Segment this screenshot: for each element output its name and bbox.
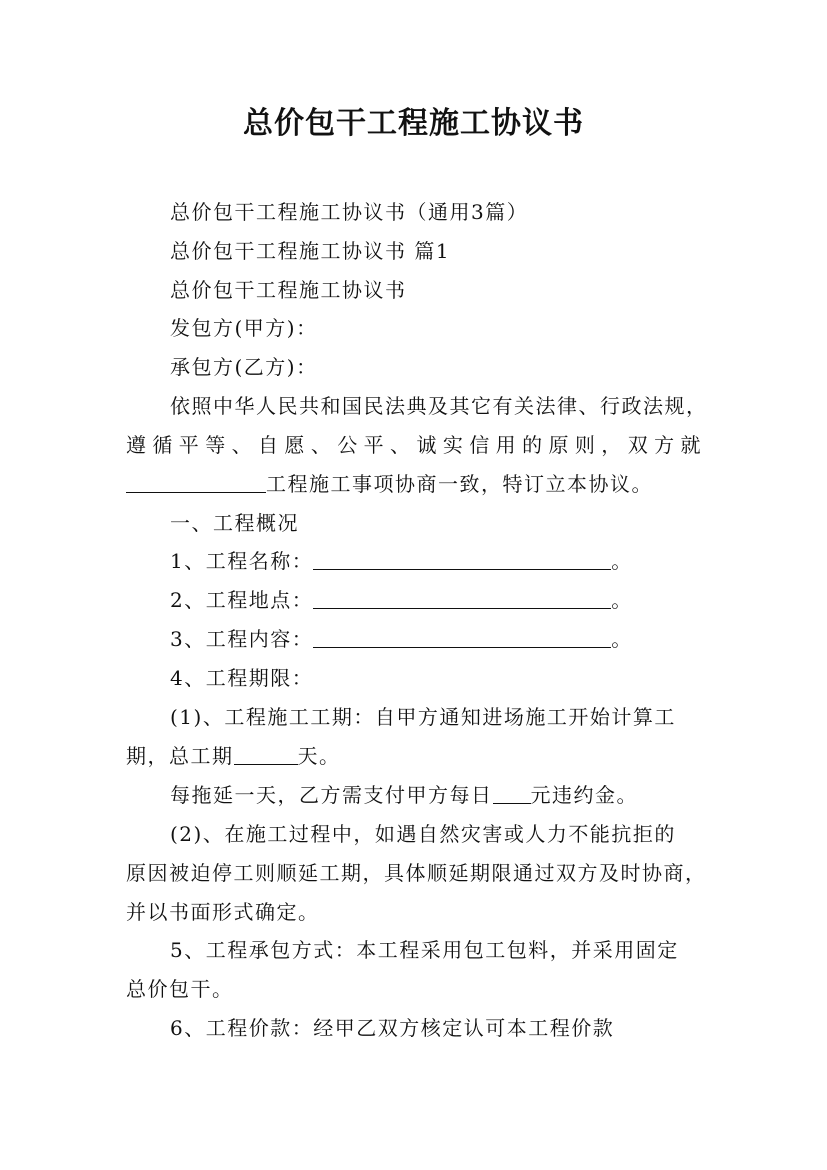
penalty-suffix: 元违约金。 [530,783,638,807]
document-title: 总价包干工程施工协议书 [243,106,584,141]
project-name-blank [126,472,266,493]
preamble-line-2: 遵循平等、自愿、公平、诚实信用的原则，双方就 [126,433,702,457]
extension-line-2: 原因被迫停工则顺延工期，具体顺延期限通过双方及时协商， [126,861,707,885]
total-days-blank [234,744,298,765]
preamble-line-3 [126,471,653,497]
section-heading-part1: 总价包干工程施工协议书 篇1 [170,239,451,263]
construction-period-line-2 [126,743,341,769]
section-project-overview: 一、工程概况 [170,511,299,535]
period-mark: 。 [611,627,633,651]
party-b-line: 承包方(乙方)： [170,355,318,379]
project-content-line [170,626,633,652]
party-a-line: 发包方(甲方)： [170,316,318,340]
contract-method-line-1: 5、工程承包方式：本工程采用包工包料，并采用固定 [170,938,679,962]
project-content-label: 3、工程内容： [170,627,314,651]
penalty-line [170,782,638,808]
contract-method-line-2: 总价包干。 [126,977,234,1001]
project-price-line: 6、工程价款：经甲乙双方核定认可本工程价款 [170,1016,615,1040]
project-location-field [313,588,611,609]
extension-line-3: 并以书面形式确定。 [126,900,320,924]
project-location-line [170,587,633,613]
project-name-field [313,549,611,570]
project-term-heading: 4、工程期限： [170,666,314,690]
preamble-line-1: 依照中华人民共和国民法典及其它有关法律、行政法规， [170,394,708,418]
period-mark: 。 [611,549,633,573]
days-suffix: 天。 [297,744,341,768]
preamble-line-3-text: 工程施工事项协商一致，特订立本协议。 [266,472,653,496]
project-location-label: 2、工程地点： [170,588,314,612]
penalty-amount-blank [493,783,531,804]
penalty-label: 每拖延一天，乙方需支付甲方每日 [170,783,493,807]
total-period-label: 期，总工期 [126,744,234,768]
project-name-label: 1、工程名称： [170,549,314,573]
subtitle-collection: 总价包干工程施工协议书（通用3篇） [170,200,529,224]
extension-line-1: (2)、在施工过程中，如遇自然灾害或人力不能抗拒的 [170,822,676,846]
project-name-line [170,548,633,574]
construction-period-line-1: (1)、工程施工工期：自甲方通知进场施工开始计算工 [170,705,676,729]
agreement-name: 总价包干工程施工协议书 [170,278,407,302]
period-mark: 。 [611,588,633,612]
project-content-field [313,627,611,648]
